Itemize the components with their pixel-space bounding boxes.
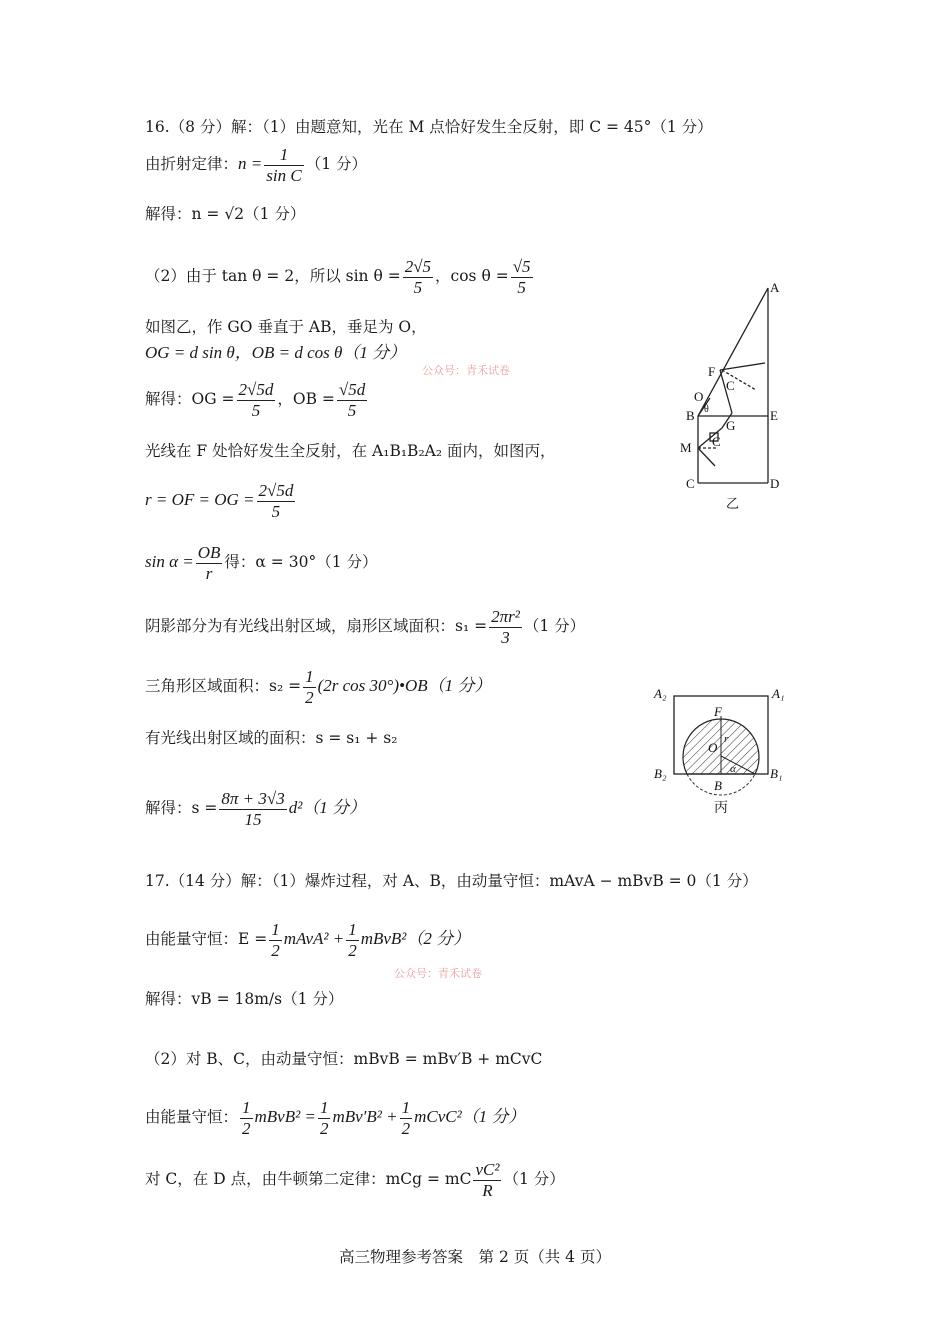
svg-text:A₂: A₂ bbox=[654, 686, 667, 701]
svg-text:F: F bbox=[714, 704, 722, 719]
q16-triangle-area: 三角形区域面积：s₂ = $\frac{1}{2}$ (2r cos 30°)•OB（1 分） bbox=[145, 667, 492, 707]
svg-text:B₂: B₂ bbox=[654, 766, 667, 781]
svg-text:D: D bbox=[770, 476, 780, 491]
svg-text:B: B bbox=[714, 778, 722, 793]
q17-momentum-bc: （2）对 B、C，由动量守恒：mBvB = mBv′B + mCvC bbox=[145, 1050, 543, 1068]
q16-header: 16.（8 分）解：（1）由题意知，光在 M 点恰好发生全反射，即 C = 45°（1 分） bbox=[145, 118, 713, 136]
svg-text:B₁: B₁ bbox=[770, 766, 783, 781]
page-footer: 高三物理参考答案 第 2 页（共 4 页） bbox=[339, 1248, 611, 1266]
svg-text:M: M bbox=[680, 440, 692, 455]
svg-text:θ: θ bbox=[704, 404, 709, 415]
q17-vb-result: 解得：vB = 18m/s（1 分） bbox=[145, 990, 344, 1008]
q16-sin-alpha: sin α = $\frac{OB}{r}$ 得：α = 30°（1 分） bbox=[145, 543, 378, 583]
q16-refraction-law: 由折射定律：n = $\frac{1}{\text{sin C}}$ （1 分） bbox=[145, 145, 367, 185]
figure-yi-caption: 乙 bbox=[726, 496, 740, 511]
svg-text:G: G bbox=[726, 418, 736, 433]
q17-energy-explosion: 由能量守恒：E = $\frac{1}{2}$ mAvA² + $\frac{1}{2}$ mBvB²（2 分） bbox=[145, 920, 471, 960]
q16-radius: r = OF = OG = $\frac{2√5d}{5}$ bbox=[145, 481, 294, 521]
q17-newton-second-law: 对 C，在 D 点，由牛顿第二定律：mCg = mC $\frac{\text{vC²}}{R}$ （1 分） bbox=[145, 1160, 565, 1200]
q16-og-ob-result: 解得：OG = $\frac{2√5d}{5}$ ，OB = $\frac{√5d}{5}$ bbox=[145, 380, 366, 420]
figure-yi bbox=[670, 278, 790, 513]
figure-yi-labels bbox=[680, 280, 780, 511]
figure-bing-caption: 丙 bbox=[714, 801, 728, 816]
q16-sector-area: 阴影部分为有光线出射区域，扇形区域面积：s₁ = $\frac{\text{2πr²}}{3}$ （1 分） bbox=[145, 607, 586, 647]
q17-energy-bc: 由能量守恒： $\frac{1}{2}$ mBvB² = $\frac{1}{2}$ mBv′B² + $\frac{1}{2}$ mCvC²（1 分） bbox=[145, 1098, 526, 1138]
svg-text:C: C bbox=[726, 378, 735, 393]
svg-text:O: O bbox=[708, 740, 718, 755]
q17-header: 17.（14 分）解：（1）爆炸过程，对 A、B，由动量守恒：mAvA − mBvB = 0（1 分） bbox=[145, 872, 758, 890]
svg-text:E: E bbox=[770, 408, 778, 423]
svg-text:α: α bbox=[730, 763, 736, 775]
figure-bing bbox=[650, 680, 800, 820]
svg-text:F: F bbox=[708, 364, 716, 379]
svg-text:O: O bbox=[694, 389, 704, 404]
q16-total-area-expr: 有光线出射区域的面积：s = s₁ + s₂ bbox=[145, 729, 398, 747]
svg-text:A₁: A₁ bbox=[772, 686, 785, 701]
svg-text:C: C bbox=[712, 434, 721, 449]
svg-text:B: B bbox=[686, 408, 695, 423]
q16-total-reflection-f: 光线在 F 处恰好发生全反射，在 A₁B₁B₂A₂ 面内，如图丙， bbox=[145, 442, 556, 460]
watermark: 公众号：青禾试卷 bbox=[394, 967, 482, 980]
svg-text:A: A bbox=[770, 280, 780, 295]
q16-solve-n: 解得：n = √2（1 分） bbox=[145, 205, 306, 223]
watermark: 公众号：青禾试卷 bbox=[422, 364, 510, 377]
q16-og-ob-expr: OG = d sin θ，OB = d cos θ（1 分） bbox=[145, 343, 407, 362]
q16-perpendicular-note: 如图乙，作 GO 垂直于 AB，垂足为 O， bbox=[145, 318, 427, 336]
svg-text:C: C bbox=[686, 476, 695, 491]
q16-total-area-result: 解得：s = $\frac{8\pi + 3√3}{15}$ d²（1 分） bbox=[145, 789, 367, 829]
q16-part2-tan: （2）由于 tan θ = 2，所以 sin θ = $\frac{2√5}{5}$ ，cos θ = $\frac{√5}{5}$ bbox=[145, 257, 531, 297]
svg-text:r: r bbox=[724, 733, 729, 745]
